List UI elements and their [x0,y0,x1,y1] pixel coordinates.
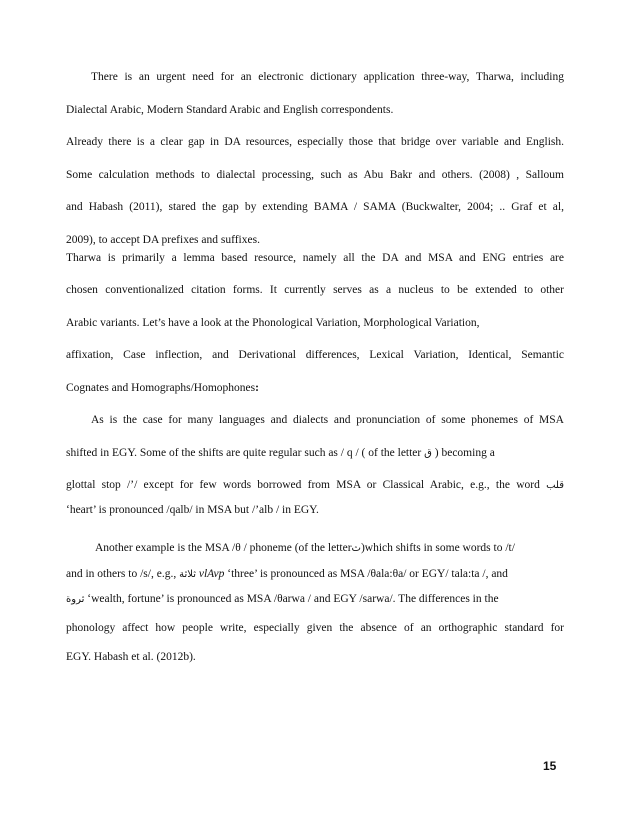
text-line: Already there is a clear gap in DA resources, especially those that bridge over variable and English. [66,136,564,148]
text-line: phonology affect how people write, especially given the absence of an orthographic standard for [66,622,564,634]
text-line: ‘heart’ is pronounced /qalb/ in MSA but /’alb / in EGY. [66,504,319,516]
text-line: chosen conventionalized citation forms. It currently serves as a nucleus to be extended to other [66,284,564,296]
text-line: ثروة ‘wealth, fortune’ is pronounced as MSA /θarwa / and EGY /sarwa/. The differences in the [66,593,499,605]
text-line: There is an urgent need for an electronic dictionary application three-way, Tharwa, including [91,71,564,83]
text-line: Tharwa is primarily a lemma based resource, namely all the DA and MSA and ENG entries are [66,252,564,264]
text-line: Dialectal Arabic, Modern Standard Arabic and English correspondents. [66,104,394,116]
arabic-word: ثلاثة [179,569,196,580]
text-line: Cognates and Homographs/Homophones: [66,382,259,394]
text-line: and Habash (2011), stared the gap by extending BAMA / SAMA (Buckwalter, 2004; .. Graf et al, [66,201,564,213]
text-line: 2009), to accept DA prefixes and suffixes. [66,234,260,246]
text-line: Some calculation methods to dialectal processing, such as Abu Bakr and others. (2008) , Salloum [66,169,564,181]
text-line: Arabic variants. Let’s have a look at the Phonological Variation, Morphological Variation, [66,317,480,329]
text-line: and in others to /s/, e.g., ثلاثة vlAvp ‘three’ is pronounced as MSA /θala:θa/ or EGY/ tala:ta /, and [66,568,508,580]
text-line: As is the case for many languages and dialects and pronunciation of some phonemes of MSA [91,414,564,426]
text-line: Another example is the MSA /θ / phoneme (of the letterث)which shifts in some words to /t/ [95,542,515,554]
page-number: 15 [543,759,557,773]
arabic-word: قلب [546,480,565,491]
text-line: glottal stop /’/ except for few words borrowed from MSA or Classical Arabic, e.g., the word قلب [66,479,565,491]
arabic-word: ث [351,543,361,554]
text-line: shifted in EGY. Some of the shifts are quite regular such as / q / ( of the letter ق ) becoming a [66,447,495,459]
arabic-word: ق [424,448,432,459]
arabic-word: ثروة [66,594,85,605]
text-line: EGY. Habash et al. (2012b). [66,651,196,663]
text-line: affixation, Case inflection, and Derivational differences, Lexical Variation, Identical, Semantic [66,349,564,361]
